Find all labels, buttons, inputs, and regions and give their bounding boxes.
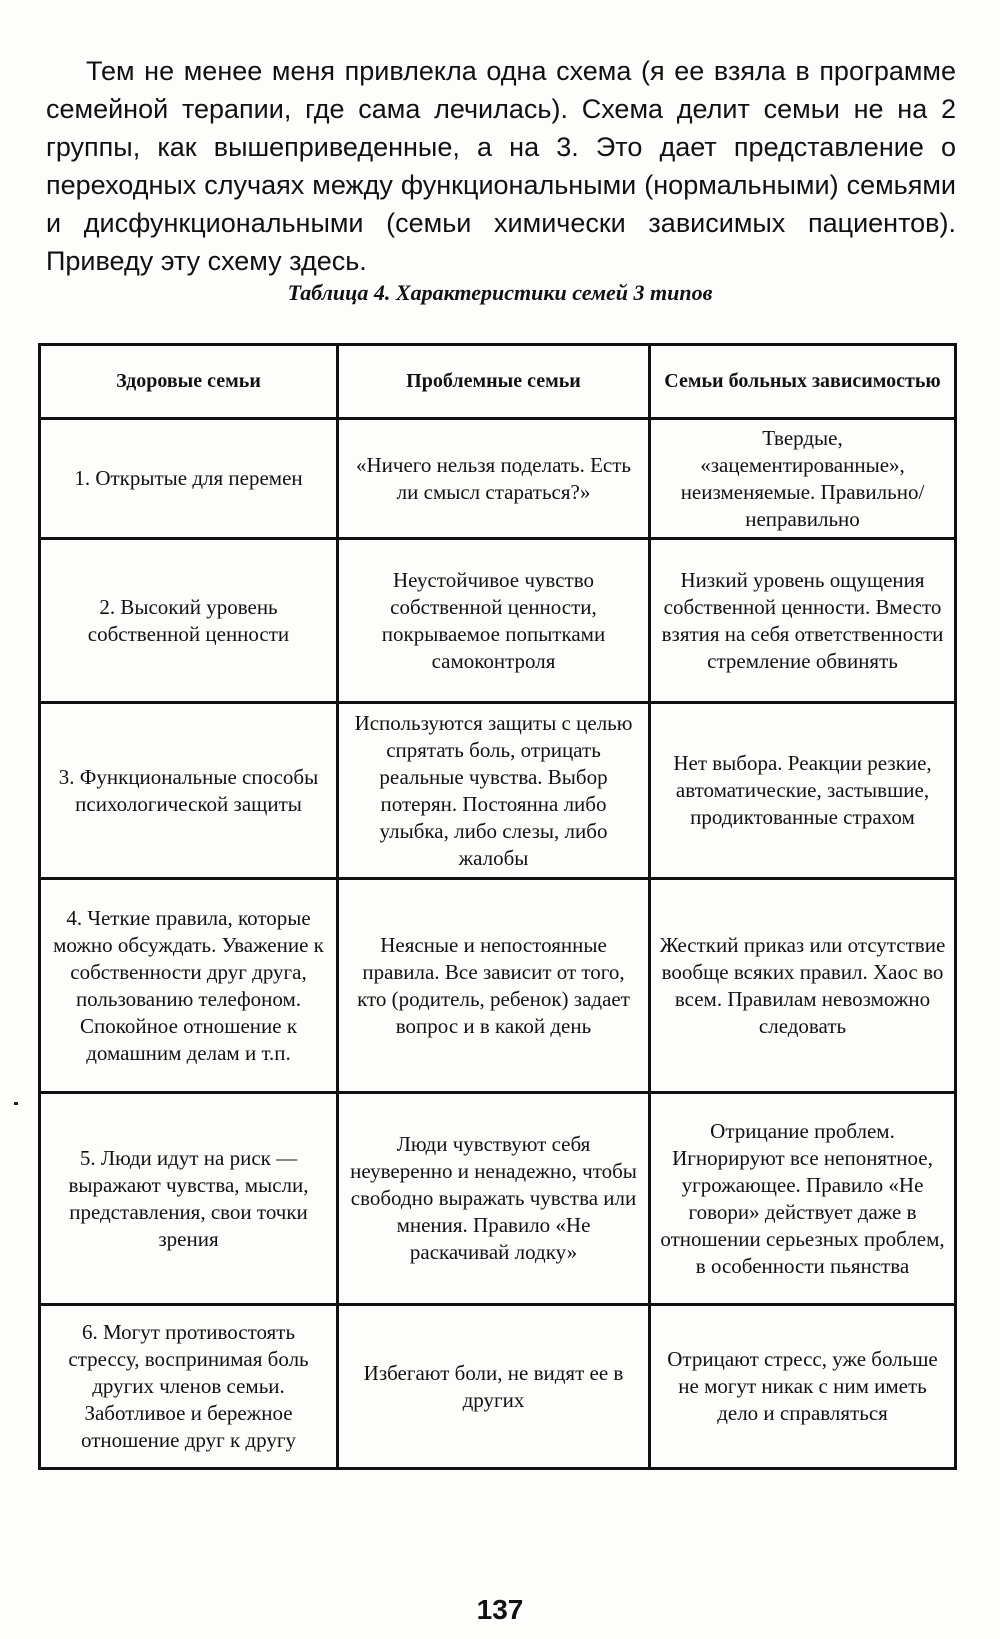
cell-healthy: 2. Высокий уровень собственной ценности <box>40 539 338 703</box>
table-caption: Таблица 4. Характеристики семей 3 типов <box>287 280 713 305</box>
table-row <box>40 1305 956 1469</box>
cell-problem: Люди чувствуют себя неуверенно и ненадежно, чтобы свободно выражать чувства или мнения. Правило «Не раскачивай лодку» <box>338 1093 650 1305</box>
intro-paragraph: Тем не менее меня привлекла одна схема (я ее взяла в программе семейной терапии, где сама лечилась). Схема делит семьи не на 2 группы, как вышеприведенные, а на 3. Это дает представление о переходных случаях между функциональными (нормальными) семьями и дисфункциональными (семьи химически зависимых пациентов). Приведу эту схему здесь. <box>46 56 956 276</box>
table-row <box>40 419 956 539</box>
cell-healthy: 6. Могут противостоять стрессу, воспринимая боль других членов семьи. Заботливое и бережное отношение друг к другу <box>40 1305 338 1469</box>
cell-healthy: 4. Четкие правила, которые можно обсуждать. Уважение к собственности друг друга, пользованию телефоном. Спокойное отношение к домашним делам и т.п. <box>40 879 338 1093</box>
cell-problem: Избегают боли, не видят ее в других <box>338 1305 650 1469</box>
cell-addicted: Низкий уровень ощущения собственной ценности. Вместо взятия на себя ответственности стремление обвинять <box>650 539 956 703</box>
family-types-table <box>38 343 957 1470</box>
cell-addicted: Твердые, «зацементированные», неизменяемые. Правильно/неправильно <box>650 419 956 539</box>
cell-problem: Неустойчивое чувство собственной ценности, покрываемое попытками самоконтроля <box>338 539 650 703</box>
header-problem-families: Проблемные семьи <box>338 345 650 419</box>
table-row <box>40 879 956 1093</box>
stray-mark <box>14 1102 18 1105</box>
header-healthy-families: Здоровые семьи <box>40 345 338 419</box>
cell-addicted: Нет выбора. Реакции резкие, автоматические, застывшие, продиктованные страхом <box>650 703 956 879</box>
cell-addicted: Отрицание проблем. Игнорируют все непонятное, угрожающее. Правило «Не говори» действует даже в отношении серьезных проблем, в особенности пьянства <box>650 1093 956 1305</box>
cell-healthy: 3. Функциональные способы психологической защиты <box>40 703 338 879</box>
cell-addicted: Жесткий приказ или отсутствие вообще всяких правил. Хаос во всем. Правилам невозможно следовать <box>650 879 956 1093</box>
table-row <box>40 703 956 879</box>
cell-problem: Неясные и непостоянные правила. Все зависит от того, кто (родитель, ребенок) задает вопрос и в какой день <box>338 879 650 1093</box>
table-row <box>40 1093 956 1305</box>
cell-problem: «Ничего нельзя поделать. Есть ли смысл стараться?» <box>338 419 650 539</box>
table-header-row <box>40 345 956 419</box>
header-addicted-families: Семьи больных зависимостью <box>650 345 956 419</box>
cell-problem: Используются защиты с целью спрятать боль, отрицать реальные чувства. Выбор потерян. Постоянна либо улыбка, либо слезы, либо жалобы <box>338 703 650 879</box>
table-row <box>40 539 956 703</box>
page-number: 137 <box>476 1594 524 1625</box>
cell-healthy: 1. Открытые для перемен <box>40 419 338 539</box>
cell-addicted: Отрицают стресс, уже больше не могут никак с ним иметь дело и справляться <box>650 1305 956 1469</box>
cell-healthy: 5. Люди идут на риск — выражают чувства, мысли, представления, свои точки зрения <box>40 1093 338 1305</box>
